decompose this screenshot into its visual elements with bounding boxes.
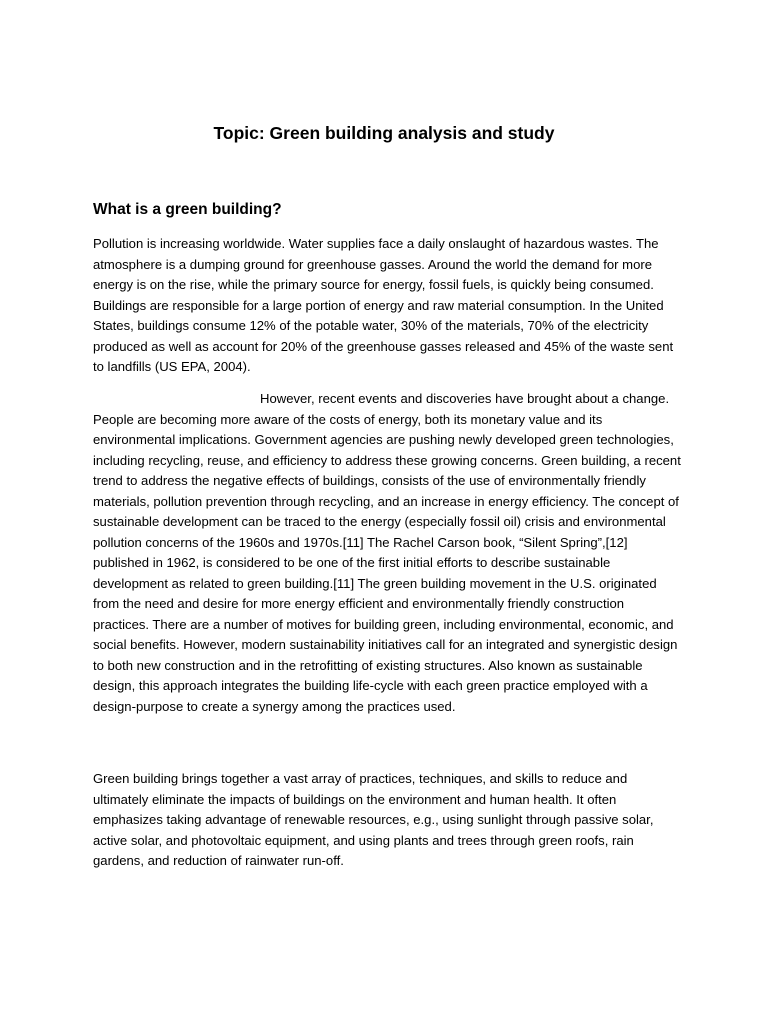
paragraph-recent-events-text: However, recent events and discoveries have brought about a change. People are becoming more aware of the costs of energy, both its monetary value and its environmental implications. Government agencies are pushing newly developed green technologies, including recycling, reuse, and efficiency to address these growing concerns. Green building, a recent trend to address the negative effects of buildings, consists of the use of environmentally friendly materials, pollution prevention through recycling, and an increase in energy efficiency. The concept of sustainable development can be traced to the energy (especially fossil oil) crisis and environmental pollution concerns of the 1960s and 1970s.[11] The Rachel Carson book, “Silent Spring”,[12] published in 1962, is considered to be one of the first initial efforts to describe sustainable development as related to green building.[11] The green building movement in the U.S. originated from the need and desire for more energy efficient and environmentally friendly construction practices. There are a number of motives for building green, including environmental, economic, and social benefits. However, modern sustainability initiatives call for an integrated and synergistic design to both new construction and in the retrofitting of existing structures. Also known as sustainable design, this approach integrates the building life-cycle with each green practice employed with a design-purpose to create a synergy among the practices used. <box>93 391 681 714</box>
paragraph-practices: Green building brings together a vast array of practices, techniques, and skills to reduce and ultimately eliminate the impacts of buildings on the environment and human health. It often emphasizes taking advantage of renewable resources, e.g., using sunlight through passive solar, active solar, and photovoltaic equipment, and using plants and trees through green roofs, rain gardens, and reduction of rainwater run-off. <box>93 771 654 868</box>
paragraph-recent-events <box>93 389 683 717</box>
section-heading: What is a green building? <box>93 201 282 218</box>
paragraph-pollution: Pollution is increasing worldwide. Water supplies face a daily onslaught of hazardous wastes. The atmosphere is a dumping ground for greenhouse gasses. Around the world the demand for more energy is on the rise, while the primary source for energy, fossil fuels, is quickly being consumed. Buildings are responsible for a large portion of energy and raw material consumption. In the United States, buildings consume 12% of the potable water, 30% of the materials, 70% of the electricity produced as well as account for 20% of the greenhouse gasses released and 45% of the waste sent to landfills (US EPA, 2004). <box>93 236 674 374</box>
document-title: Topic: Green building analysis and study <box>213 123 555 143</box>
